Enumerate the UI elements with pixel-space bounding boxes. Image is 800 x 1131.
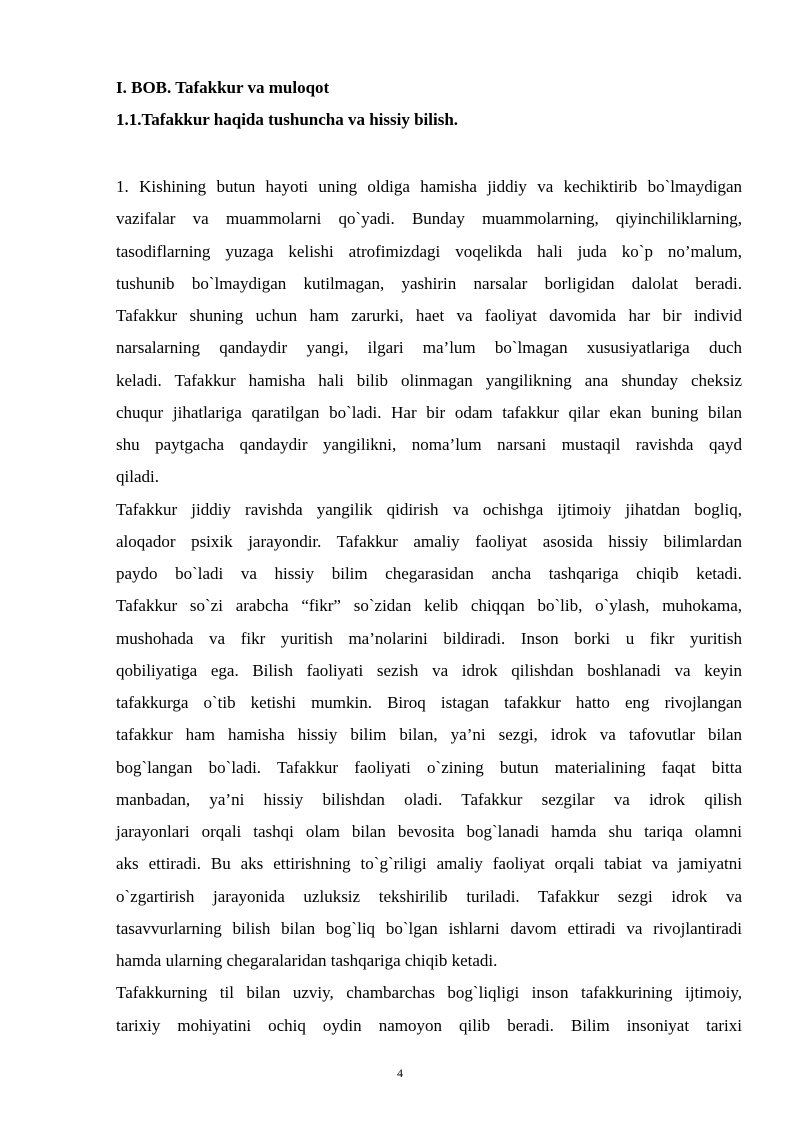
text-line: mushohada va fikr yuritish ma’nolarini bildiradi. Inson borki u fikr yuritish [116,629,742,648]
text-line: aks ettiradi. Bu aks ettirishning to`g`riligi amaliy faoliyat orqali tabiat va jamiyatni [116,854,742,873]
text-line: qobiliyatiga ega. Bilish faoliyati sezish va idrok qilishdan boshlanadi va keyin [116,661,742,680]
text-line: qiladi. [116,467,159,486]
text-line: paydo bo`ladi va hissiy bilim chegarasidan ancha tashqariga chiqib ketadi. [116,564,742,583]
text-line: narsalarning qandaydir yangi, ilgari ma’lum bo`lmagan xususiyatlariga duch [116,338,742,357]
text-line: 1. Kishining butun hayoti uning oldiga hamisha jiddiy va kechiktirib bo`lmaydigan [116,177,742,196]
text-line: tafakkur ham hamisha hissiy bilim bilan, ya’ni sezgi, idrok va tafovutlar bilan [116,725,742,744]
text-line: Tafakkur jiddiy ravishda yangilik qidirish va ochishga ijtimoiy jihatdan bogliq, [116,500,742,519]
text-line: tushunib bo`lmaydigan kutilmagan, yashirin narsalar borligidan dalolat beradi. [116,274,742,293]
text-line: manbadan, ya’ni hissiy bilishdan oladi. Tafakkur sezgilar va idrok qilish [116,790,742,809]
text-line: Tafakkur shuning uchun ham zarurki, haet va faoliyat davomida har bir individ [116,306,742,325]
chapter-title: I. BOB. Tafakkur va muloqot [116,78,330,97]
text-line: keladi. Tafakkur hamisha hali bilib olinmagan yangilikning ana shunday cheksiz [116,371,742,390]
text-line: tasodiflarning yuzaga kelishi atrofimizdagi voqelikda hali juda ko`p no’malum, [116,242,742,261]
text-line: tafakkurga o`tib ketishi mumkin. Biroq istagan tafakkur hatto eng rivojlangan [116,693,742,712]
text-line: aloqador psixik jarayondir. Tafakkur amaliy faoliyat asosida hissiy bilimlardan [116,532,742,551]
text-line: tasavvurlarning bilish bilan bog`liq bo`lgan ishlarni davom ettiradi va rivojlantiradi [116,919,742,938]
text-line: hamda ularning chegaralaridan tashqariga chiqib ketadi. [116,951,498,970]
text-line: shu paytgacha qandaydir yangilikni, noma’lum narsani mustaqil ravishda qayd [116,435,742,454]
text-line: o`zgartirish jarayonida uzluksiz tekshirilib turiladi. Tafakkur sezgi idrok va [116,887,742,906]
text-line: Tafakkur so`zi arabcha “fikr” so`zidan kelib chiqqan bo`lib, o`ylash, muhokama, [116,596,742,615]
text-line: Tafakkurning til bilan uzviy, chambarchas bog`liqligi inson tafakkurining ijtimoiy, [116,983,742,1002]
text-line: bog`langan bo`ladi. Tafakkur faoliyati o`zining butun materialining faqat bitta [116,758,742,777]
page-number: 4 [397,1066,403,1080]
text-line: tarixiy mohiyatini ochiq oydin namoyon qilib beradi. Bilim insoniyat tarixi [116,1016,742,1035]
text-line: chuqur jihatlariga qaratilgan bo`ladi. Har bir odam tafakkur qilar ekan buning bilan [116,403,742,422]
text-line: vazifalar va muammolarni qo`yadi. Bunday muammolarning, qiyinchiliklarning, [116,209,742,228]
section-title: 1.1.Tafakkur haqida tushuncha va hissiy bilish. [116,110,459,129]
text-line: jarayonlari orqali tashqi olam bilan bevosita bog`lanadi hamda shu tariqa olamni [116,822,742,841]
